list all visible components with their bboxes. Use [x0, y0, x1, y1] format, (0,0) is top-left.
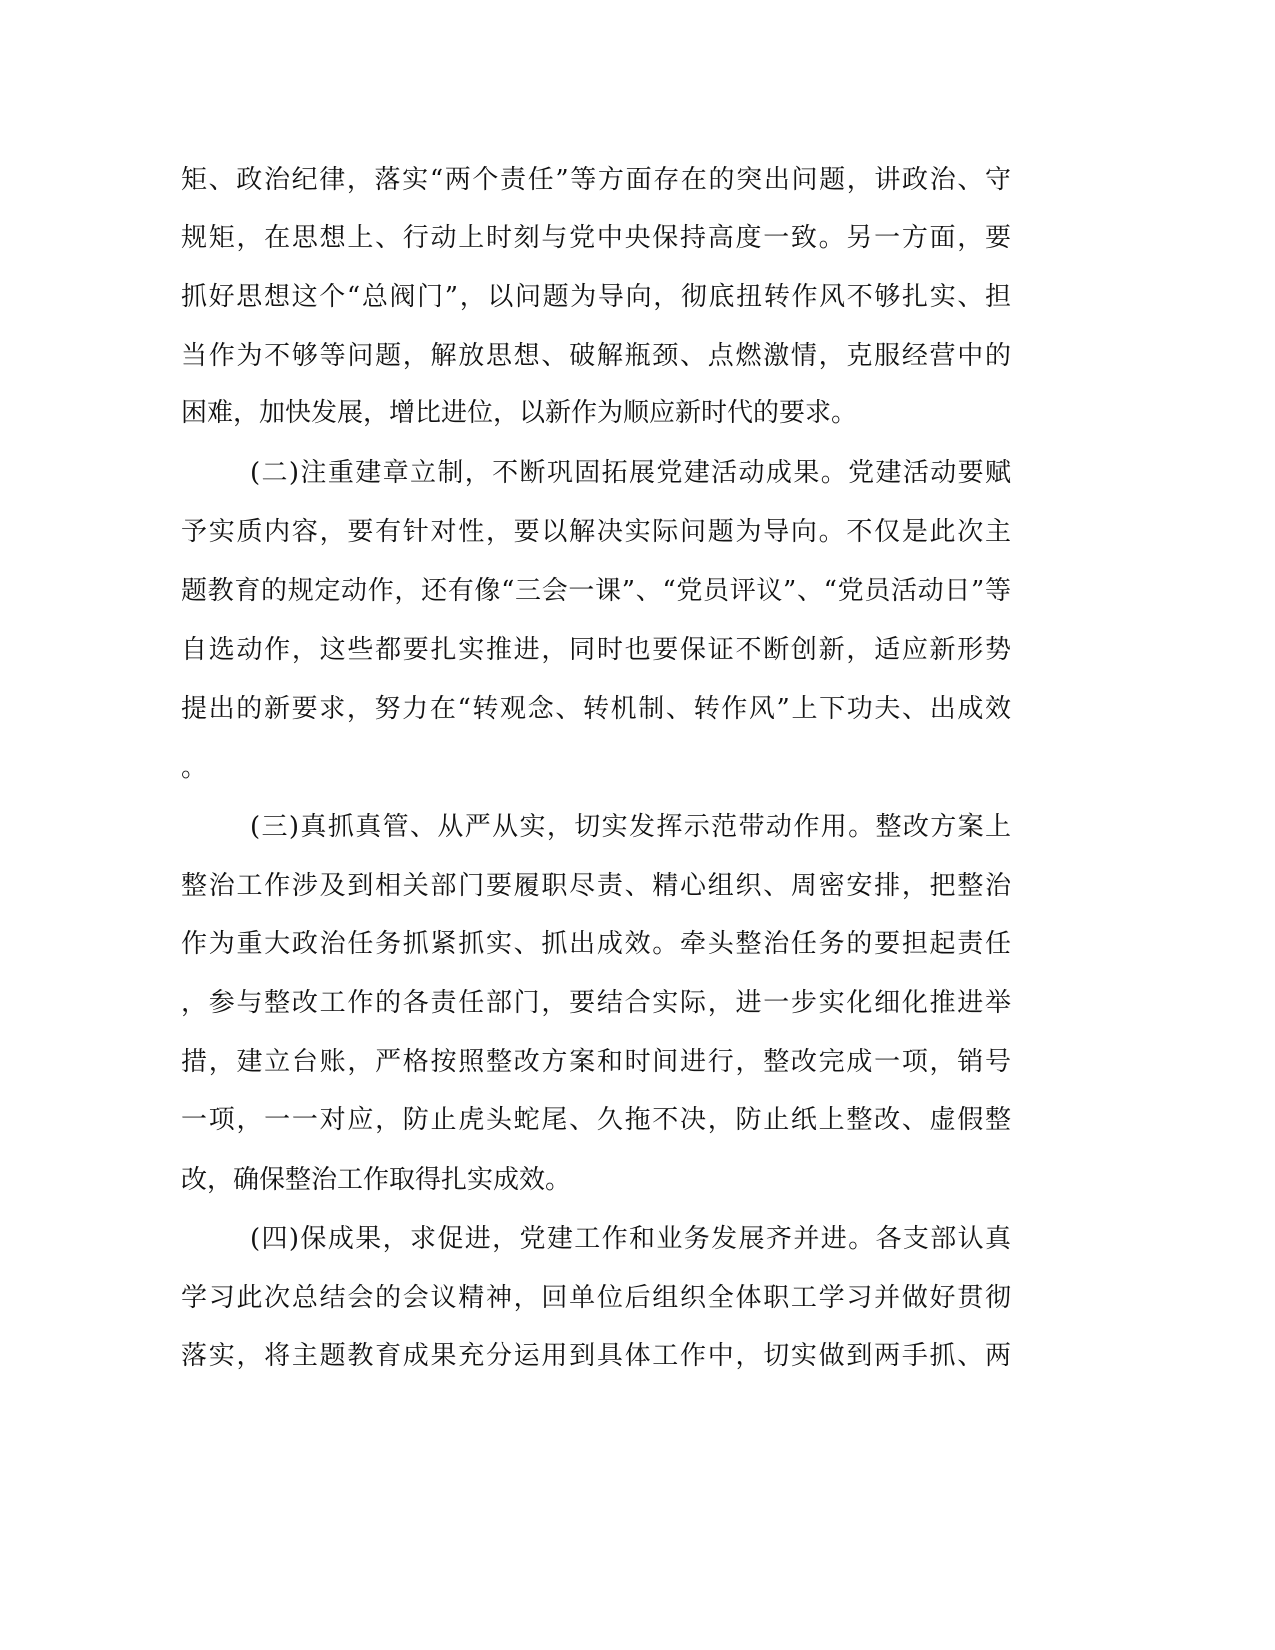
paragraph-line: 作为重大政治任务抓紧抓实、抓出成效。牵头整治任务的要担起责任	[181, 929, 1011, 959]
paragraph-line: 整治工作涉及到相关部门要履职尽责、精心组织、周密安排，把整治	[181, 871, 1011, 901]
paragraph-line: 困难，加快发展，增比进位，以新作为顺应新时代的要求。	[181, 398, 858, 428]
section-heading-line: (三)真抓真管、从严从实，切实发挥示范带动作用。整改方案上	[250, 812, 1011, 842]
paragraph-line: 自选动作，这些都要扎实推进，同时也要保证不断创新，适应新形势	[181, 635, 1011, 665]
paragraph-line: 一项，一一对应，防止虎头蛇尾、久拖不决，防止纸上整改、虚假整	[181, 1105, 1011, 1135]
paragraph-line: 规矩，在思想上、行动上时刻与党中央保持高度一致。另一方面，要	[181, 223, 1011, 253]
paragraph-line: 落实，将主题教育成果充分运用到具体工作中，切实做到两手抓、两	[181, 1341, 1011, 1371]
paragraph-line: 改，确保整治工作取得扎实成效。	[181, 1165, 572, 1195]
paragraph-line: 措，建立台账，严格按照整改方案和时间进行，整改完成一项，销号	[181, 1047, 1011, 1077]
paragraph-line: 矩、政治纪律，落实“两个责任”等方面存在的突出问题，讲政治、守	[181, 165, 1011, 195]
section-heading-line: (四)保成果，求促进，党建工作和业务发展齐并进。各支部认真	[250, 1224, 1011, 1254]
paragraph-line: 题教育的规定动作，还有像“三会一课”、“党员评议”、“党员活动日”等	[181, 576, 1011, 606]
paragraph-line: 当作为不够等问题，解放思想、破解瓶颈、点燃激情，克服经营中的	[181, 341, 1011, 371]
paragraph-line: 予实质内容，要有针对性，要以解决实际问题为导向。不仅是此次主	[181, 517, 1011, 547]
paragraph-line: 抓好思想这个“总阀门”，以问题为导向，彻底扭转作风不够扎实、担	[181, 282, 1011, 312]
paragraph-line: 提出的新要求，努力在“转观念、转机制、转作风”上下功夫、出成效	[181, 694, 1011, 724]
section-heading-line: (二)注重建章立制，不断巩固拓展党建活动成果。党建活动要赋	[250, 458, 1011, 488]
paragraph-line: 。	[181, 753, 208, 783]
paragraph-line: 学习此次总结会的会议精神，回单位后组织全体职工学习并做好贯彻	[181, 1283, 1011, 1313]
paragraph-line: ，参与整改工作的各责任部门，要结合实际，进一步实化细化推进举	[181, 988, 1011, 1018]
